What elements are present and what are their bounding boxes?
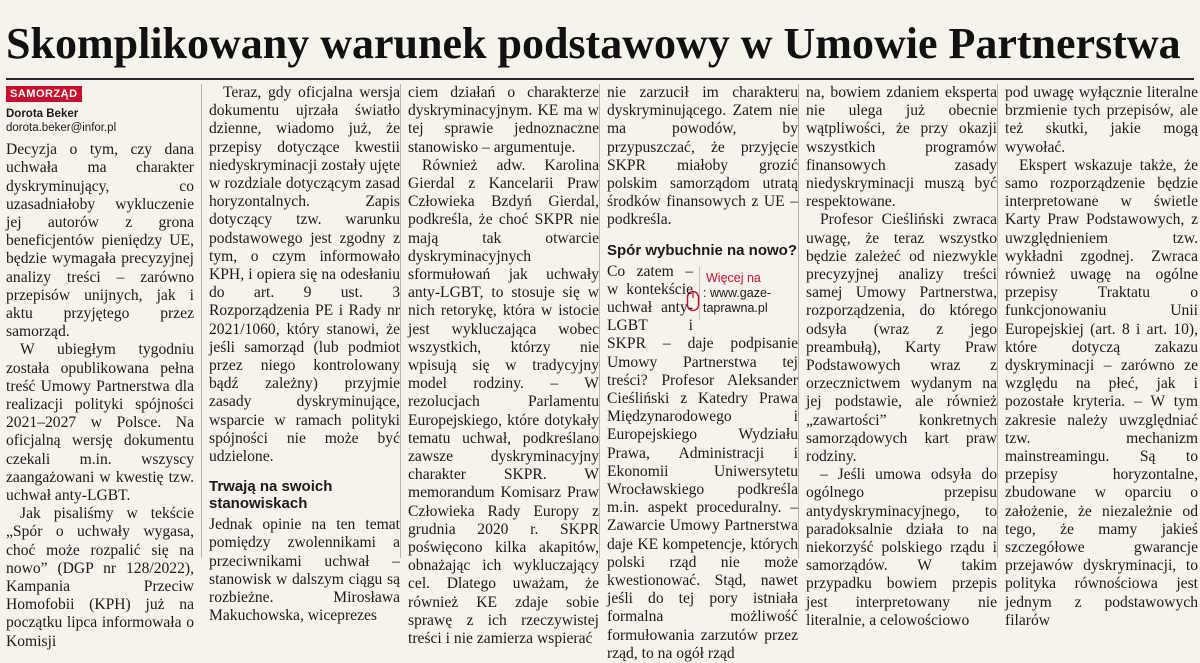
subheading: Spór wybuchnie na nowo?	[607, 241, 798, 259]
body-paragraph: Profesor Cieśliński zwraca uwagę, że teraz wszystko będzie zależeć od niezwykle precyzyjnej analizy treści samej Umowy Partnerstwa, rozporządzenia, do którego odsyła (wraz z jego preambułą), Karty Praw Podstawowych wraz z orzecznictwem wydanym na jej podstawie, ale również „zawartości” konkretnych samorządowych kart praw rodziny.	[806, 211, 997, 466]
column-1	[6, 84, 194, 650]
lead-paragraph: Decyzja o tym, czy dana uchwała ma charakter dyskryminujący, co uzasadniałoby wykluczenie jej autorów z grona beneficjentów pieniędzy UE, będzie wymagała precyzyjnej analizy treści – zarówno przepisów unijnych, jak i aktu przyjętego przez samorząd.	[6, 141, 194, 341]
body-paragraph: Jednak opinie na ten temat pomiędzy zwolennikami a przeciwnikami uchwał – stanowisk w dalszym ciągu są rozbieżne. Mirosława Makuchowska, wiceprezes	[209, 516, 400, 625]
headline: Skomplikowany warunek podstawowy w Umowie Partnerstwa	[6, 19, 1181, 68]
body-paragraph: nie zarzucił im charakteru dyskryminującego. Zatem nie ma powodów, by przypuszczać, że przyjęcie SKPR miałoby grozić polskim samorządom utratą środków finansowych z UE – podkreśla.	[607, 84, 798, 229]
headline-rule	[6, 78, 1194, 80]
section-tag: SAMORZĄD	[6, 86, 82, 102]
column-4	[599, 84, 798, 662]
body-paragraph: na, bowiem zdaniem eksperta nie ulega już obecnie wątpliwości, że przy okazji wszystkich programów finansowych zasady niedyskryminacji muszą być respektowane.	[806, 84, 997, 211]
body-paragraph: Jak pisaliśmy w tekście „Spór o uchwały wygasa, choć może rozpalić się na nowo” (DGP nr 128/2022), Kampania Przeciw Homofobii (KPH) już na początku lipca informowała o Komisji	[6, 505, 194, 650]
author-name: Dorota Beker	[6, 108, 79, 121]
column-6	[997, 84, 1198, 629]
more-online-label: Więcej na	[706, 270, 761, 285]
column-5	[798, 84, 997, 629]
body-paragraph: Ekspert wskazuje także, że samo rozporządzenie będzie interpretowane w świetle Karty Praw Podstawowych, z uwzględnieniem tzw. wykładni zgodnej. Zwraca również uwagę na ogólne przepisy Traktatu o funkcjonowaniu Unii Europejskiej (art. 8 i art. 10), które dotyczą zakazu dyskryminacji – zarówno ze względu na płeć, jak i pozostałe kryteria. – W tym zakresie należy uwzględniać tzw. mechanizm mainstreamingu. Są to przepisy horyzontalne, zbudowane w oparciu o założenie, że niezależnie od tego, że mamy jakieś szczegółowe gwarancje przejawów dyskryminacji, to polityka równościowa jest jednym z podstawowych filarów	[1005, 156, 1198, 629]
body-paragraph: Również adw. Karolina Gierdal z Kancelarii Praw Człowieka Bzdyń Gierdal, podkreśla, że choć SKPR nie mają tak otwarcie dyskryminacyjnych sformułowań jak uchwały anty-LGBT, to stosuje się w nich retorykę, która w istocie jest wykluczająca wobec wszystkich, którzy nie wpisują się w tradycyjny model rodziny. – W rezolucjach Parlamentu Europejskiego, które dotykały tematu uchwał, podkreślano zawsze dyskryminacyjny charakter SKPR. W memorandum Komisarz Praw Człowieka Rady Europy z grudnia 2020 r. SKPR poświęcono kilka akapitów, obnażając ich wykluczający cel. Dlatego uważam, że również KE zdaje sobie sprawę z ich rzeczywistej treści i nie zamierza wspierać	[408, 156, 599, 648]
body-paragraph: pod uwagę wyłącznie literalne brzmienie tych przepisów, ale też skutki, jakie mogą wywołać.	[1005, 84, 1198, 156]
body-paragraph: Teraz, gdy oficjalna wersja dokumentu ujrzała światło dzienne, wiadomo już, że przepisy dotyczące kwestii niedyskryminacji zostały ujęte w rozdziale dotyczącym zasad horyzontalnych. Zapis dotyczący tzw. warunku podstawowego jest zgodny z tym, o czym informowało KPH, i opiera się na odesłaniu do art. 9 ust. 3 Rozporządzenia PE i Rady nr 2021/1060, który stanowi, że jeśli samorząd (lub podmiot przez niego kontrolowany bądź zależny) przyjmie zasady dyskryminujące, wsparcie w ramach polityki spójności nie może być udzielone.	[209, 84, 400, 466]
body-paragraph: Co zatem – w kontekście uchwał anty-LGBT i SKPR – daje podpisanie Umowy Partnerstwa tej treści? Profesor Aleksander Cieśliński z Katedry Prawa Międzynarodowego i Europejskiego Wydziału Prawa, Administracji i Ekonomii Uniwersytetu Wrocławskiego podkreśla m.in. aspekt proceduralny. – Zawarcie Umowy Partnerstwa daje KE kompetencje, których polski rząd nie może kwestionować. Stąd, nawet jeśli do tej pory istniała formalna możliwość formułowania zarzutów przez rząd, to na ogół rząd	[607, 262, 798, 662]
author-email[interactable]: dorota.beker@infor.pl	[6, 122, 117, 135]
column-3	[400, 84, 599, 648]
body-paragraph: ciem działań o charakterze dyskryminacyjnym. KE ma w tej sprawie jednoznaczne stanowisko – argumentuje.	[408, 84, 599, 156]
column-2	[201, 84, 400, 625]
subheading: Trwają na swoich stanowiskach	[209, 478, 333, 513]
body-paragraph: W ubiegłym tygodniu została opublikowana pełna treść Umowy Partnerstwa dla realizacji polityki spójności 2021–2027 w Polsce. Na oficjalną wersję dokumentu czekali m.in. wszyscy zaangażowani w kwestię tzw. uchwał anty-LGBT.	[6, 341, 194, 505]
more-online-url[interactable]: : www.gaze-taprawna.pl	[703, 285, 772, 315]
body-paragraph: – Jeśli umowa odsyła do ogólnego przepisu antydyskryminacyjnego, to paradoksalnie działa to na niekorzyść polskiego rządu i samorządów. W takim przypadku bowiem przepis jest interpretowany nie literalnie, a celowościowo	[806, 466, 997, 629]
more-online-box[interactable]	[699, 267, 798, 320]
